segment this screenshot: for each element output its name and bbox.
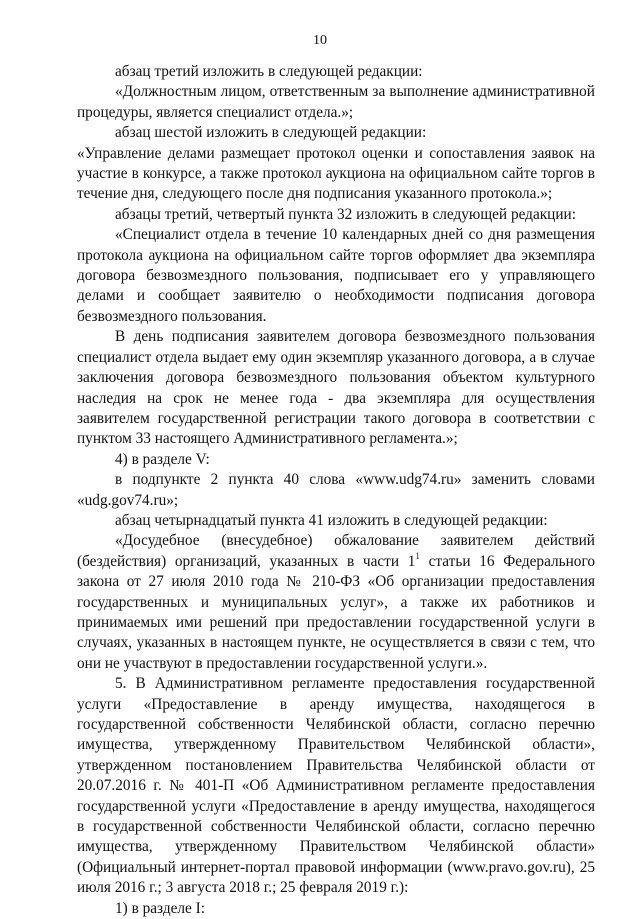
paragraph-5: абзацы третий, четвертый пункта 32 изложить в следующей редакции:	[115, 205, 576, 223]
paragraph-9: в подпункте 2 пункта 40 слова «www.udg74.ru» заменить словами «udg.gov74.ru»;	[77, 471, 595, 509]
paragraph-10: абзац четырнадцатый пункта 41 изложить в следующей редакции:	[115, 511, 548, 529]
paragraph-7: В день подписания заявителем договора безвозмездного пользования специалист отдела выдает ему один экземпляр указанного договора, а в случае заключения договора безвозмездного пользования объектом культурного наследия на срок не менее года - два экземпляра для осуществления заявителем государственной регистрации такого договора в соответствии с пунктом 33 настоящего Административного регламента.»;	[77, 328, 595, 448]
paragraph-11-after: статьи 16 Федерального закона от 27 июля 2010 года № 210-ФЗ «Об организации предоставления государственных и муниципальных услуг», а также их работников и принимаемых ими решений при предоставлении государственной услуги в случаях, указанных в настоящем пункте, не осуществляется в связи с тем, что они не участвуют в предоставлении государственной услуги.».	[77, 552, 595, 672]
paragraph-1: абзац третий изложить в следующей редакции:	[115, 63, 423, 80]
paragraph-11	[77, 531, 595, 674]
paragraph-2: «Должностным лицом, ответственным за выполнение административной процедуры, является специалист отдела.»;	[77, 83, 595, 121]
paragraph-12: 5. В Административном регламенте предоставления государственной услуги «Предоставление в аренду имущества, находящегося в государственной собственности Челябинской области, согласно перечню имущества, утвержденному Правительством Челябинской области», утвержденном постановлением Правительства Челябинской области от 20.07.2016 г. № 401-П «Об Административном регламенте предоставления государственной услуги «Предоставление в аренду имущества, находящегося в государственной собственности Челябинской области, согласно перечню имущества, утвержденному Правительством Челябинской области» (Официальный интернет-портал правовой информации (www.pravo.gov.ru), 25 июля 2016 г.; 3 августа 2018 г.; 25 февраля 2019 г.):	[77, 675, 595, 897]
page-number: 10	[313, 33, 327, 48]
document-body	[77, 62, 595, 919]
paragraph-4: «Управление делами размещает протокол оценки и сопоставления заявок на участие в конкурсе, а также протокол аукциона на официальном сайте торгов в течение дня, следующего после дня подписания указанного протокола.»;	[77, 144, 595, 203]
paragraph-8: 4) в разделе V:	[115, 450, 210, 468]
superscript-number: 1	[415, 550, 420, 561]
paragraph-11-before: «Досудебное (внесудебное) обжалование заявителем действий (бездействия) организаций, указанных в части 1	[77, 532, 595, 570]
paragraph-6: «Специалист отдела в течение 10 календарных дней со дня размещения протокола аукциона на официальном сайте торгов оформляет два экземпляра договора безвозмездного пользования, подписывает его у управляющего делами и сообщает заявителю о необходимости подписания договора безвозмездного пользования.	[77, 226, 595, 325]
paragraph-3: абзац шестой изложить в следующей редакции:	[115, 124, 427, 142]
paragraph-13: 1) в разделе I:	[115, 899, 205, 917]
